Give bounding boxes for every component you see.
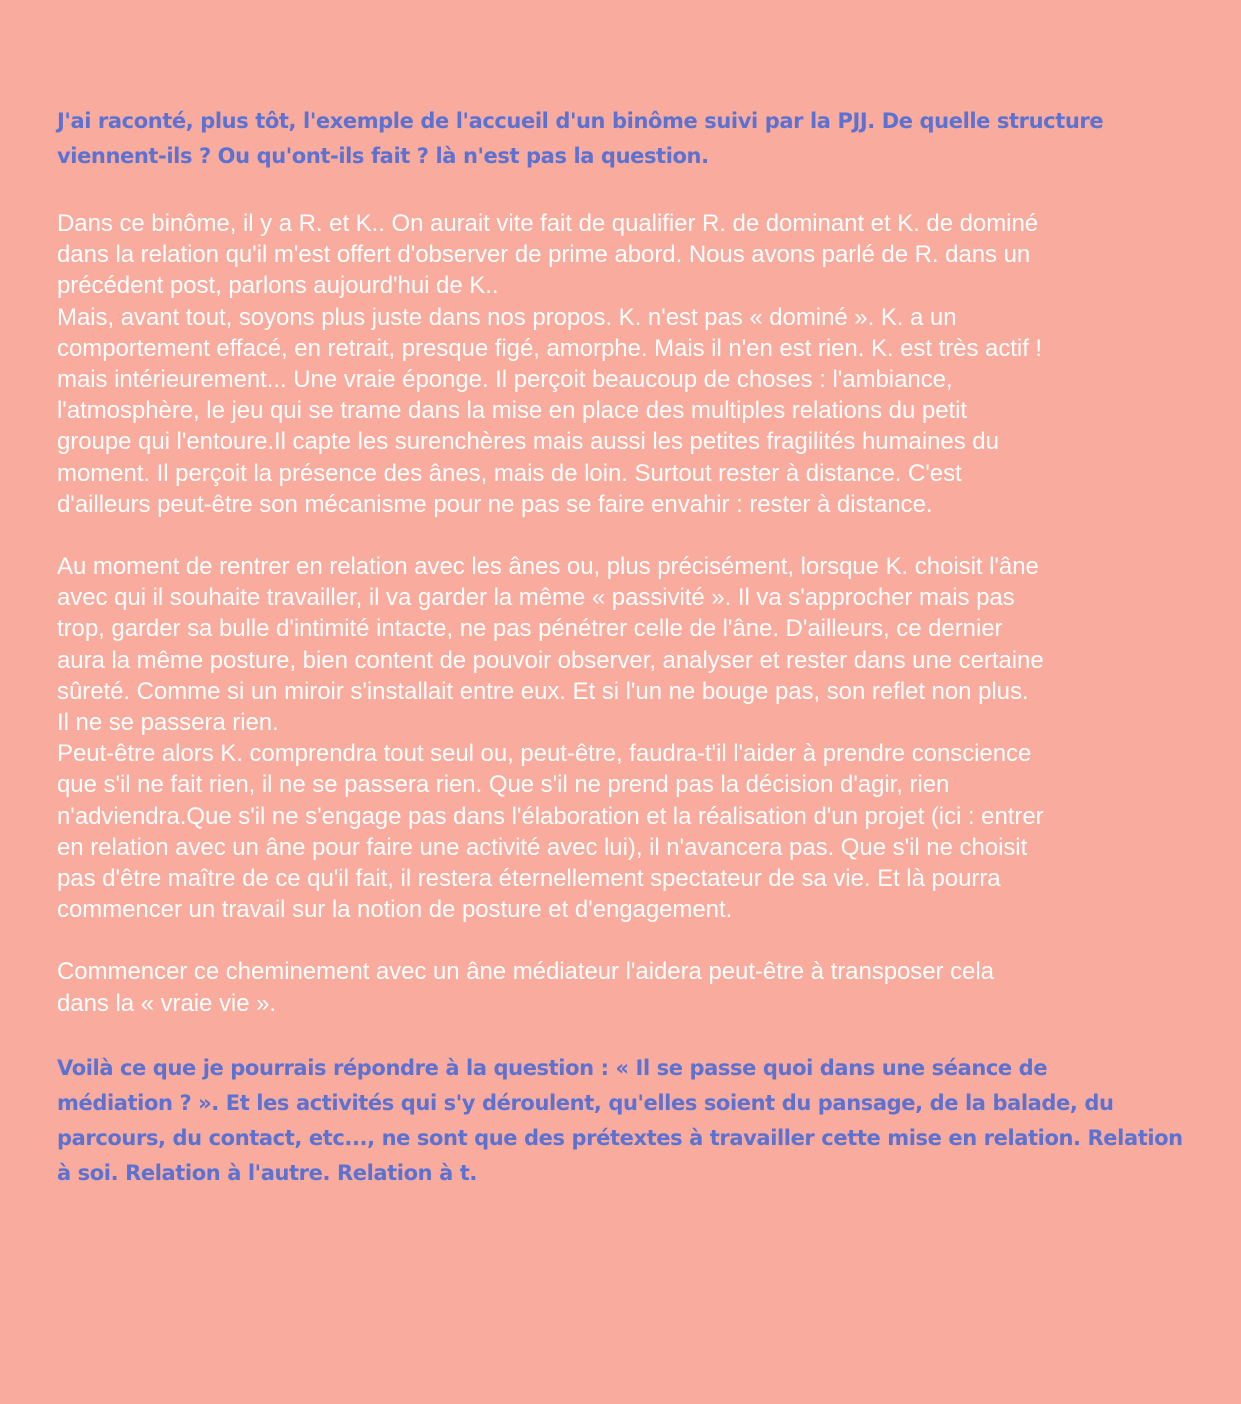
text-line: groupe qui l'entoure.Il capte les surenchères mais aussi les petites fragilités humaines du	[57, 428, 999, 456]
text-line: avec qui il souhaite travailler, il va garder la même « passivité ». Il va s'approcher mais pas	[57, 584, 1015, 612]
text-line: Il ne se passera rien.	[57, 709, 279, 737]
text-line: sûreté. Comme si un miroir s'installait entre eux. Et si l'un ne bouge pas, son reflet non plus.	[57, 677, 1029, 705]
text-line: J'ai raconté, plus tôt, l'exemple de l'accueil d'un binôme suivi par la PJJ. De quelle structure	[57, 109, 1104, 133]
body-paragraph-2	[57, 551, 1187, 925]
text-line: Commencer ce cheminement avec un âne médiateur l'aidera peut-être à transposer cela	[57, 958, 994, 986]
text-line: en relation avec un âne pour faire une activité avec lui), il n'avancera pas. Que s'il ne choisit	[57, 833, 1028, 861]
text-line: que s'il ne fait rien, il ne se passera rien. Que s'il ne prend pas la décision d'agir, rien	[57, 771, 950, 799]
intro-paragraph	[57, 104, 1187, 174]
text-line: d'ailleurs peut-être son mécanisme pour ne pas se faire envahir : rester à distance.	[57, 490, 933, 518]
text-line: à soi. Relation à l'autre. Relation à t.	[57, 1160, 477, 1185]
article	[57, 104, 1187, 1191]
text-line: aura la même posture, bien content de pouvoir observer, analyser et rester dans une certaine	[57, 646, 1044, 674]
text-line: dans la relation qu'il m'est offert d'observer de prime abord. Nous avons parlé de R. dans un	[57, 241, 1031, 269]
body-paragraph-3	[57, 956, 1187, 1018]
text-line: précédent post, parlons aujourd'hui de K..	[57, 272, 499, 300]
outro-paragraph	[57, 1051, 1187, 1191]
text-line: moment. Il perçoit la présence des ânes, mais de loin. Surtout rester à distance. C'est	[57, 459, 962, 487]
text-line: Dans ce binôme, il y a R. et K.. On aurait vite fait de qualifier R. de dominant et K. de dominé	[57, 210, 1039, 237]
text-line: pas d'être maître de ce qu'il fait, il restera éternellement spectateur de sa vie. Et là pourra	[57, 865, 1001, 893]
text-line: Au moment de rentrer en relation avec les ânes ou, plus précisément, lorsque K. choisit l'âne	[57, 553, 1039, 581]
text-line: l'atmosphère, le jeu qui se trame dans la mise en place des multiples relations du petit	[57, 397, 968, 425]
text-line: n'adviendra.Que s'il ne s'engage pas dans l'élaboration et la réalisation d'un projet (ici : entrer	[57, 802, 1044, 830]
text-line: Mais, avant tout, soyons plus juste dans nos propos. K. n'est pas « dominé ». K. a un	[57, 303, 957, 331]
text-line: parcours, du contact, etc..., ne sont que des prétextes à travailler cette mise en relation. Relation	[57, 1125, 1183, 1150]
text-line: comportement effacé, en retrait, presque figé, amorphe. Mais il n'en est rien. K. est très actif !	[57, 334, 1043, 362]
text-line: commencer un travail sur la notion de posture et d'engagement.	[57, 896, 733, 924]
text-line: Peut-être alors K. comprendra tout seul ou, peut-être, faudra-t'il l'aider à prendre conscience	[57, 740, 1032, 768]
text-line: Voilà ce que je pourrais répondre à la question : « Il se passe quoi dans une séance de	[57, 1055, 1048, 1080]
text-line: dans la « vraie vie ».	[57, 989, 277, 1017]
text-line: viennent-ils ? Ou qu'ont-ils fait ? là n'est pas la question.	[57, 144, 709, 168]
text-line: trop, garder sa bulle d'intimité intacte, ne pas pénétrer celle de l'âne. D'ailleurs, ce dernier	[57, 615, 1003, 643]
body-paragraph-1	[57, 208, 1187, 520]
text-line: médiation ? ». Et les activités qui s'y déroulent, qu'elles soient du pansage, de la balade, du	[57, 1090, 1114, 1115]
text-line: mais intérieurement... Une vraie éponge. Il perçoit beaucoup de choses : l'ambiance,	[57, 366, 953, 394]
